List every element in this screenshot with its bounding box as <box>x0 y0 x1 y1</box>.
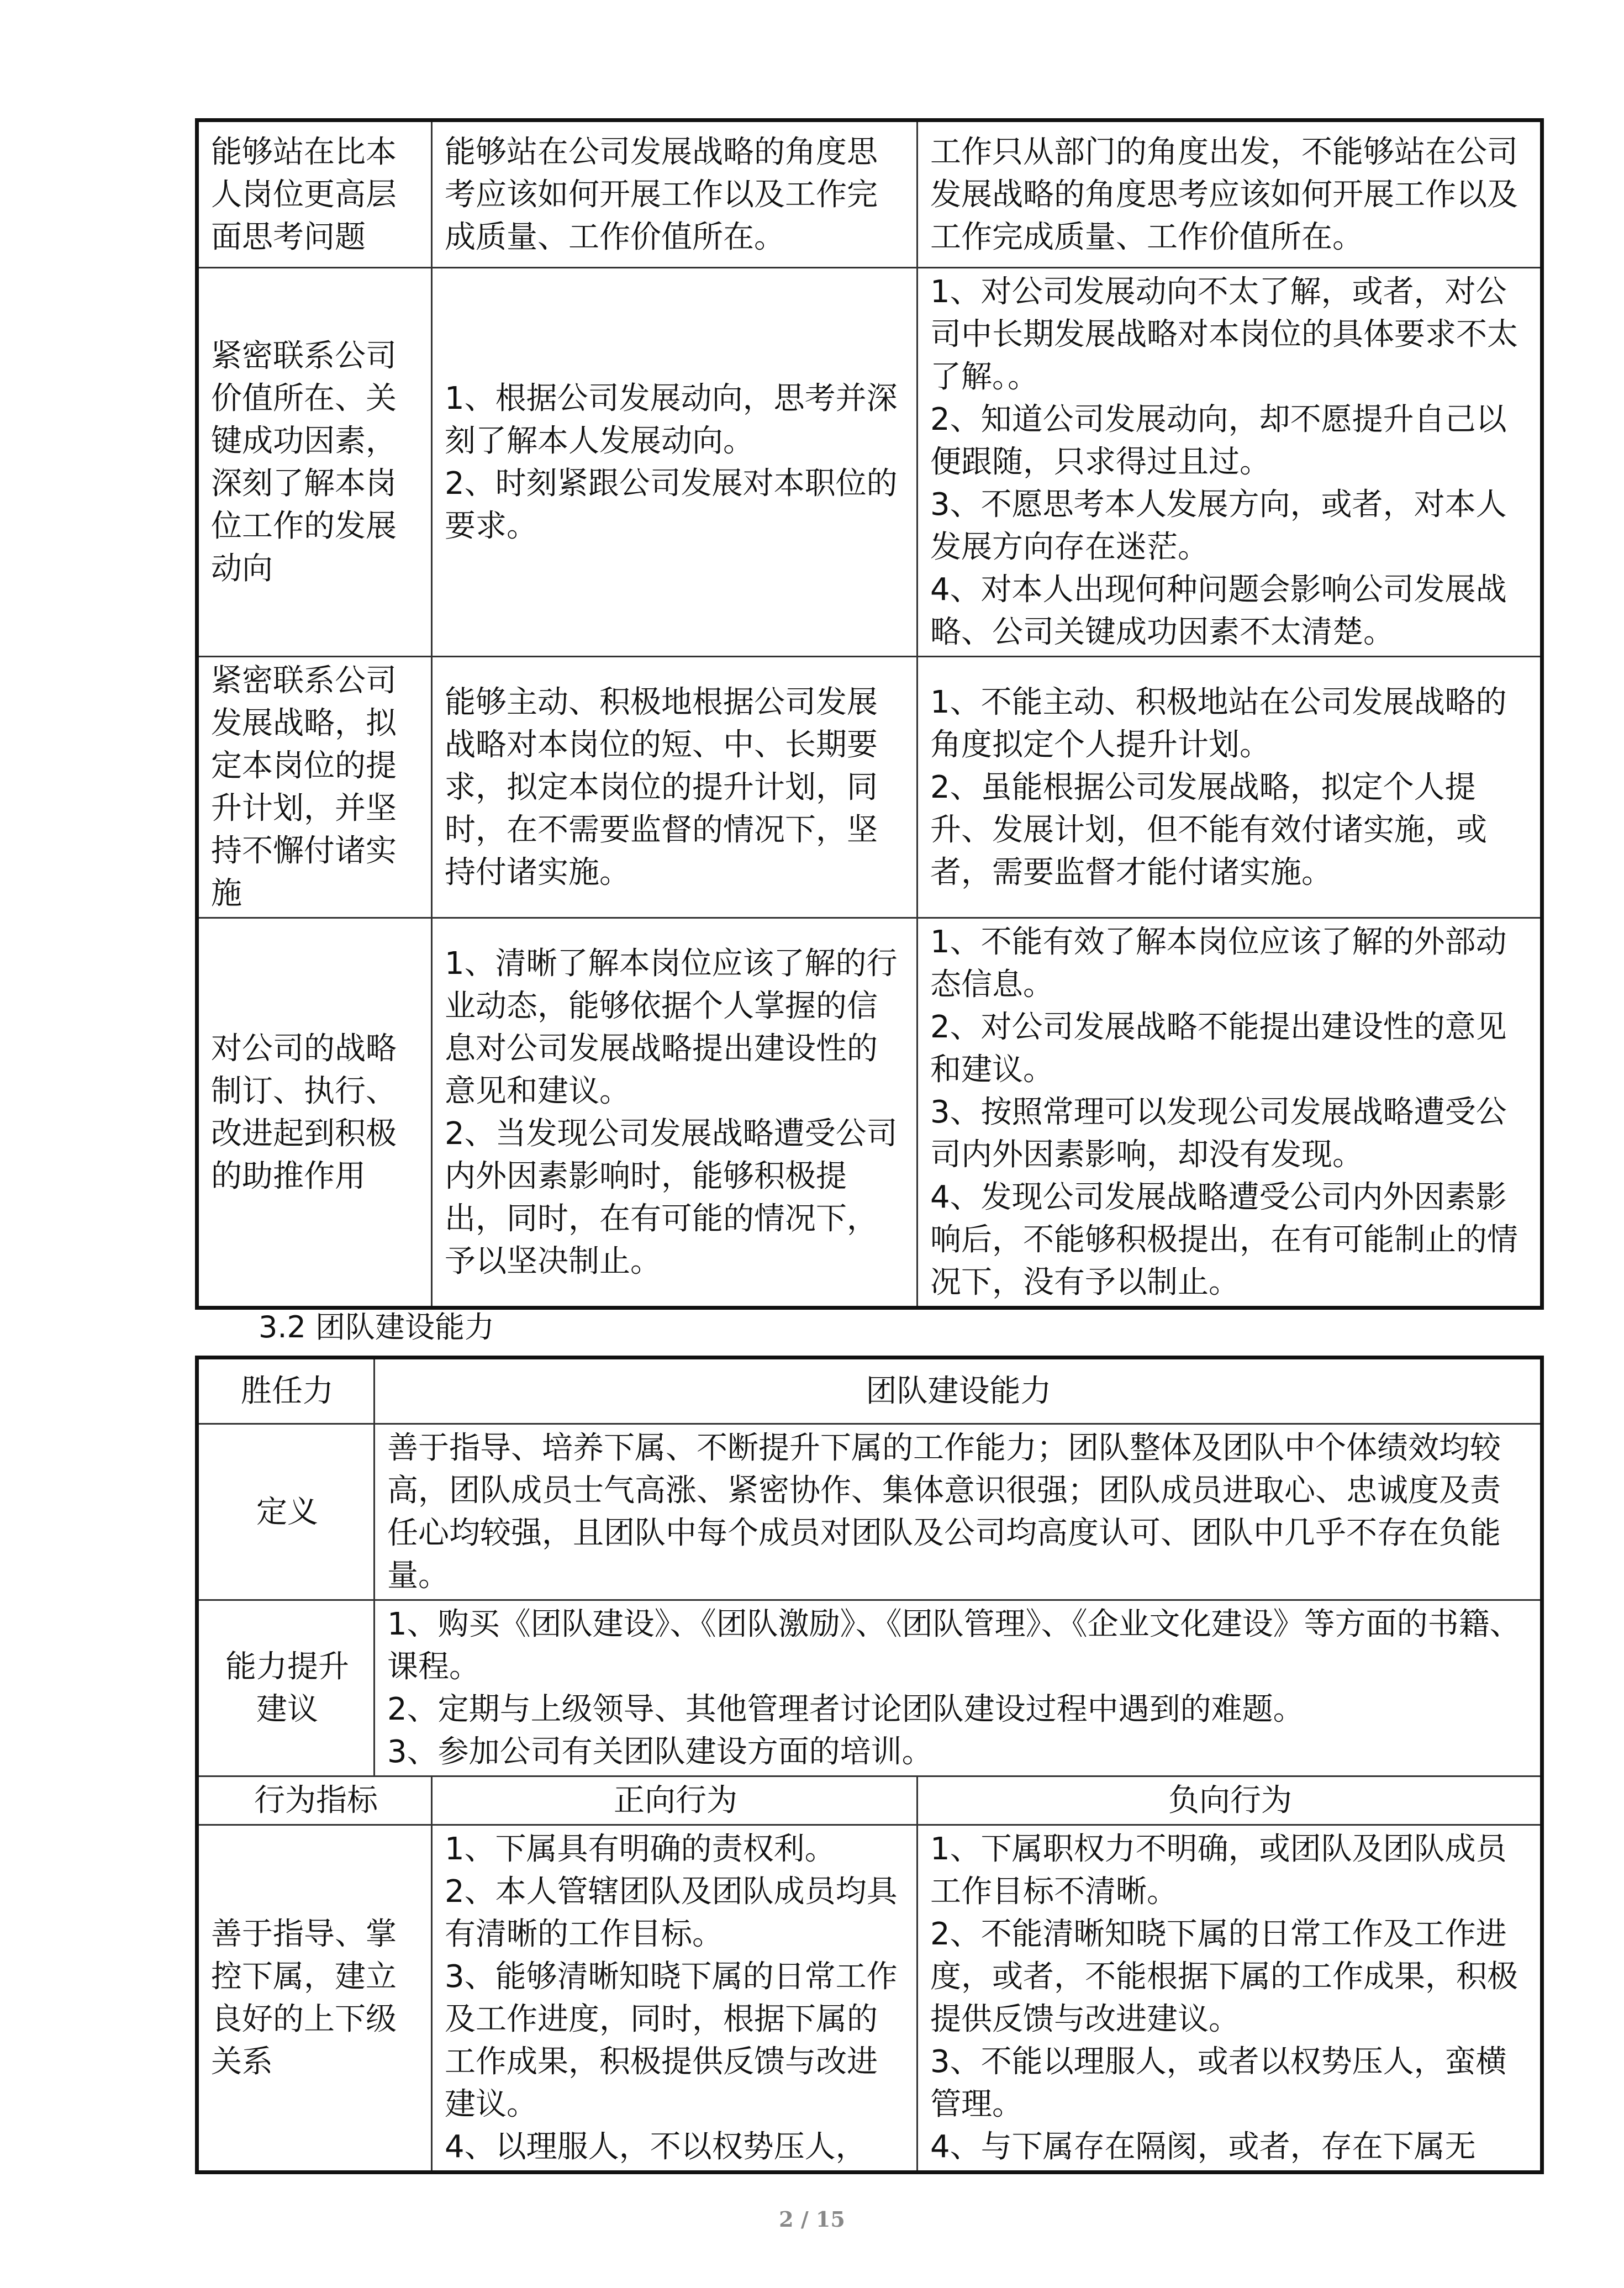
cell-paragraph: 1、不能有效了解本岗位应该了解的外部动态信息。 <box>930 924 1507 1003</box>
negative-behavior <box>918 120 1542 268</box>
suggestion-list <box>375 1600 1542 1776</box>
cell-paragraph: 3、不能以理服人，或者以权势压人，蛮横管理。 <box>930 2044 1507 2122</box>
cell-paragraph: 4、以理服人，不以权势压人， <box>445 2129 867 2165</box>
positive-behavior <box>432 120 918 268</box>
behavior-indicator: 紧密联系公司价值所在、关键成功因素，深刻了解本岗位工作的发展动向 <box>197 268 432 657</box>
cell-paragraph: 2、当发现公司发展战略遭受公司内外因素影响时，能够积极提出，同时，在有可能的情况下，予以坚决制止。 <box>445 1115 898 1279</box>
cell-paragraph: 4、对本人出现何种问题会影响公司发展战略、公司关键成功因素不太清楚。 <box>930 572 1507 650</box>
cell-paragraph: 2、对公司发展战略不能提出建设性的意见和建议。 <box>930 1009 1507 1088</box>
cell-paragraph: 4、发现公司发展战略遭受公司内外因素影响后，不能够积极提出，在有可能制止的情况下，没有予以制止。 <box>930 1179 1518 1300</box>
competency-table-team-building <box>195 1356 1544 2174</box>
cell-paragraph: 1、下属职权力不明确，或团队及团队成员工作目标不清晰。 <box>930 1831 1507 1910</box>
header-positive: 正向行为 <box>432 1776 918 1825</box>
negative-behavior <box>918 918 1542 1308</box>
table-row <box>197 918 1542 1308</box>
definition-value: 善于指导、培养下属、不断提升下属的工作能力；团队整体及团队中个体绩效均较高，团队成员士气高涨、紧密协作、集体意识很强；团队成员进取心、忠诚度及责任心均较强，且团队中每个成员对团队及公司均高度认可、团队中几乎不存在负能量。 <box>375 1424 1542 1600</box>
negative-behavior <box>918 1825 1542 2173</box>
competency-label: 胜任力 <box>197 1358 375 1424</box>
competency-value: 团队建设能力 <box>375 1358 1542 1424</box>
cell-paragraph: 能够站在公司发展战略的角度思考应该如何开展工作以及工作完成质量、工作价值所在。 <box>445 134 878 255</box>
cell-paragraph: 能够主动、积极地根据公司发展战略对本岗位的短、中、长期要求，拟定本岗位的提升计划，同时，在不需要监督的情况下，坚持付诸实施。 <box>445 684 878 890</box>
negative-behavior <box>918 268 1542 657</box>
table-row <box>197 1825 1542 2173</box>
positive-behavior <box>432 657 918 918</box>
cell-paragraph: 1、根据公司发展动向，思考并深刻了解本人发展动向。 <box>445 380 898 459</box>
cell-paragraph: 2、知道公司发展动向，却不愿提升自己以便跟随，只求得过且过。 <box>930 402 1507 480</box>
suggestion-item: 1、购买《团队建设》、《团队激励》、《团队管理》、《企业文化建设》等方面的书籍、课程。 <box>387 1606 1521 1685</box>
positive-behavior <box>432 918 918 1308</box>
table-row <box>197 268 1542 657</box>
cell-paragraph: 2、本人管辖团队及团队成员均具有清晰的工作目标。 <box>445 1874 898 1952</box>
table-row <box>197 657 1542 918</box>
cell-paragraph: 1、对公司发展动向不太了解，或者，对公司中长期发展战略对本岗位的具体要求不太了解。。 <box>930 274 1518 395</box>
behavior-table-strategy <box>195 118 1544 1310</box>
header-row <box>197 1776 1542 1825</box>
suggestion-row <box>197 1600 1542 1776</box>
suggestion-item: 2、定期与上级领导、其他管理者讨论团队建设过程中遇到的难题。 <box>387 1691 1304 1727</box>
table-row <box>197 120 1542 268</box>
behavior-indicator: 对公司的战略制订、执行、改进起到积极的助推作用 <box>197 918 432 1308</box>
competency-row <box>197 1358 1542 1424</box>
cell-paragraph: 2、不能清晰知晓下属的日常工作及工作进度，或者，不能根据下属的工作成果，积极提供反馈与改进建议。 <box>930 1916 1518 2037</box>
cell-paragraph: 3、按照常理可以发现公司发展战略遭受公司内外因素影响，却没有发现。 <box>930 1094 1507 1173</box>
positive-behavior <box>432 1825 918 2173</box>
cell-paragraph: 4、与下属存在隔阂，或者，存在下属无 <box>930 2129 1476 2165</box>
header-indicator: 行为指标 <box>197 1776 432 1825</box>
cell-paragraph: 工作只从部门的角度出发，不能够站在公司发展战略的角度思考应该如何开展工作以及工作完成质量、工作价值所在。 <box>930 134 1518 255</box>
page-number: 2 / 15 <box>779 2207 845 2232</box>
definition-label: 定义 <box>197 1424 375 1600</box>
cell-paragraph: 1、不能主动、积极地站在公司发展战略的角度拟定个人提升计划。 <box>930 684 1507 763</box>
behavior-indicator: 能够站在比本人岗位更高层面思考问题 <box>197 120 432 268</box>
cell-paragraph: 2、时刻紧跟公司发展对本职位的要求。 <box>445 465 898 544</box>
cell-paragraph: 1、下属具有明确的责权利。 <box>445 1831 836 1867</box>
section-heading: 3.2 团队建设能力 <box>259 1310 495 1345</box>
header-negative: 负向行为 <box>918 1776 1542 1825</box>
cell-paragraph: 3、不愿思考本人发展方向，或者，对本人发展方向存在迷茫。 <box>930 487 1507 565</box>
cell-paragraph: 2、虽能根据公司发展战略，拟定个人提升、发展计划，但不能有效付诸实施，或者，需要监督才能付诸实施。 <box>930 769 1487 890</box>
cell-paragraph: 1、清晰了解本岗位应该了解的行业动态，能够依据个人掌握的信息对公司发展战略提出建设性的意见和建议。 <box>445 945 898 1109</box>
cell-paragraph: 3、能够清晰知晓下属的日常工作及工作进度，同时，根据下属的工作成果，积极提供反馈与改进建议。 <box>445 1959 898 2122</box>
positive-behavior <box>432 268 918 657</box>
behavior-indicator: 紧密联系公司发展战略，拟定本岗位的提升计划，并坚持不懈付诸实施 <box>197 657 432 918</box>
suggestion-label: 能力提升建议 <box>197 1600 375 1776</box>
behavior-indicator: 善于指导、掌控下属，建立良好的上下级关系 <box>197 1825 432 2173</box>
suggestion-item: 3、参加公司有关团队建设方面的培训。 <box>387 1734 933 1770</box>
negative-behavior <box>918 657 1542 918</box>
definition-row <box>197 1424 1542 1600</box>
